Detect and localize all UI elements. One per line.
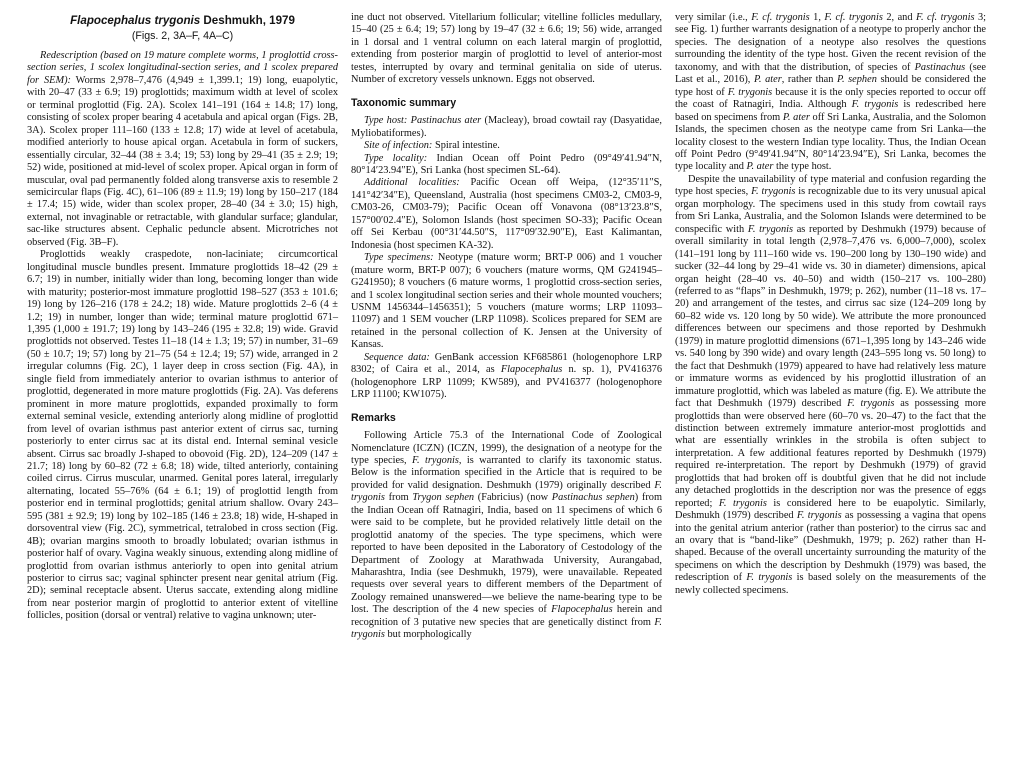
column-middle <box>351 12 662 766</box>
species-name: Flapocephalus trygonis <box>70 14 201 27</box>
type-specimens-paragraph: Type specimens: Neotype (mature worm; BRT-P 006) and 1 voucher (mature worm, BRT-P 007); 6 vouchers (mature worms, QM G241945–G241950); 8 vouchers (6 mature worms, 1 proglottid cross-section series, and 1 scolex longitudinal section series and their whole mounted vouchers; USNM 1456344–1456351); 5 vouchers (mature worms; LRP 11093–11097) and 1 SEM voucher (LRP 11098). Scolices prepared for SEM are retained in the personal collection of K. Jensen at the University of Kansas. <box>351 252 662 351</box>
figure-reference-line: (Figs. 2, 3A–F, 4A–C) <box>131 30 234 42</box>
comparison-paragraph: Despite the unavailability of type material and confusion regarding the type host species, F. trygonis is recognizable due to its very unusual apical organ morphology. The specimens used in this study from cowtail rays from Sri Lanka, Australia, and the Solomon Islands were determined to be conspecific with F. trygonis as reported by Deshmukh (1979) because of overall similarity in total length (2,978–7,476 vs. 6,000–7,000), scolex (141–191 long by 111–160 wide vs. 190–200 long by 130–190 wide) and sucker (32–44 long by 29–41 wide vs. 30 in diameter) dimensions, apical organ height (28–40 vs. 40–50) and width (150–217 vs. 100–280) (referred to as “flaps” in Deshmukh, 1979; p. 262), number (11–18 vs. 17–20) and arrangement of the testes, and cirrus sac size (124–209 long by 60–82 wide vs. 120 long by 50 wide). We attribute the more pronounced differences between our specimens and those reported by Deshmukh (1979) in mature proglottid dimensions (671–1,395 long by 143–246 wide vs. 540 long by 390 wide) and ovary length (243–595 long vs. 50 long) to the fact that Deshmukh (1979) appeared to have had relatively less mature or immature worms as evidenced by his proglottid illustration of an immature proglottid, which was labeled as mature (fig. E). We attribute the fact that Deshmukh (1979) described F. trygonis as possessing more proglottids than were observed here (60–70 vs. 20–47) to the fact that the distinction between extremely immature anterior-most proglottids and what are essentially wrinkles in the strobila is often subject to interpretation. A few additional features reported by Deshmukh (1979) required re-interpretation. The report by Deshmukh (1979) of gravid proglottids that had broken off is doubtful given that he did not include any detached proglottids in the description nor was the presence of eggs reported; F. trygonis is considered here to be euapolytic. Similarly, Deshmukh (1979) described F. trygonis as possessing a vagina that opens into the genital atrium anterior (rather than posterior) to the cirrus sac and an ovary that is “band-like” (Deshmukh, 1979; p. 262) rather than H-shaped. Because of the overall uncertainty surrounding the maturity of the specimens on which the description by Deshmukh (1979) was based, the redescription of F. trygonis is based solely on the measurements of the newly collected specimens. <box>675 173 987 596</box>
redescription-paragraph: Redescription (based on 19 mature complete worms, 1 proglottid cross-section series, 1 scolex longitudinal-section series, and 1 scolex prepared for SEM): Worms 2,978–7,476 (4,949 ± 1,399.1; 19) long, euapolytic, with 20–47 (33 ± 6.9; 19) proglottids; maximum width at level of scolex or terminal proglottid (Fig. 2A). Scolex 141–191 (164 ± 14.8; 17) long, consisting of scolex proper bearing 4 acetabula and apical organ (Figs. 2B, 3A). Scolex proper 111–160 (133 ± 12.8; 17) wide at level of acetabula, modified anteriorly to house apical organ. Acetabula in form of suckers, essentially circular, 32–44 (38 ± 3.4; 19; 53) long by 29–41 (35 ± 2.9; 19; 52) wide, positioned at mid-level of scolex proper. Apical organ in form of muscular, oval pad permanently folded along transverse axis to resemble 2 semicircular flaps (Fig. 4C), 61–106 (89 ± 11.9; 19) long by 150–217 (184 ± 17.4; 15) wide, wider than scolex proper, 28–40 (34 ± 3.0; 15) high, external, not invaginable or retractable, with glandular surface; glandular, sac-like structures absent. Cephalic peduncle absent. Microtriches not observed (Fig. 3B–F). <box>27 50 338 248</box>
proglottid-description-paragraph: Proglottids weakly craspedote, non-laciniate; circumcortical longitudinal muscle bundles present. Immature proglottids 18–42 (29 ± 6.7; 19) in number, initially wider than long, becoming longer than wide with maturity; posterior-most immature proglottid 198–527 (353 ± 101.6; 19) long by 126–216 (178 ± 24.2; 18) wide. Mature proglottids 2–6 (4 ± 1.2; 19) in number, longer than wide; terminal mature proglottid 671–1,395 (1,000 ± 191.7; 19) long by 143–246 (195 ± 32.8; 19) wide. Gravid proglottids not observed. Testes 11–18 (14 ± 1.3; 19; 57) in number, 31–69 (50 ± 10.7; 19; 57) long by 21–75 (54 ± 12.4; 19; 57) wide, arranged in 2 irregular columns (Fig. 2C), 1 layer deep in cross section (Fig. 4A), in single field from immediately anterior to ovarian isthmus to anterior of proglottid, degenerated in more mature proglottids (Fig. 2A). Vas deferens prominent in more mature proglottids, expanded proximally to form external seminal vesicle, extending anteriorly along midline of proglottid from level of ovarian isthmus past anterior extent of cirrus sac, turning posteriorly to enter cirrus sac at its distal end. Internal seminal vesicle absent. Cirrus sac broadly J-shaped to obovoid (Fig. 2D), 124–209 (147 ± 21.7; 18) long by 60–82 (72 ± 6.8; 18) wide, tilted anteriorly, containing coiled cirrus. Cirrus muscular, unarmed. Genital pores lateral, irregularly alternating, located 55–76% (64 ± 6.1; 19) of proglottid length from posterior end in terminal proglottids; genital atrium shallow. Ovary 243–595 (381 ± 92.9; 19) long by 102–185 (146 ± 23.8; 18) wide, H-shaped in dorsoventral view (Fig. 2C), symmetrical, tetralobed in cross section (Fig. 4B); ovarian margins smooth to broadly lobulated; ovarian isthmus in posterior half of ovary. Vagina weakly sinuous, extending along midline of proglottid from ovarian isthmus anteriorly to open into genital atrium posterior to cirrus sac; vaginal sphincter present near genital atrium (Fig. 2D); seminal receptacle absent. Uterus saccate, extending along midline from near posterior margin of proglottid to anterior extent of vitelline follicles, position (dorsal or ventral) relative to vagina unknown; uter- <box>27 249 338 622</box>
type-host-paragraph: Type host: Pastinachus ater (Macleay), broad cowtail ray (Dasyatidae, Myliobatiformes). <box>351 115 662 139</box>
remarks-paragraph: Following Article 75.3 of the International Code of Zoological Nomenclature (ICZN) (ICZN, 1999), the designation of a neotype for the type species, F. trygonis, is warranted to clarify its taxonomic status. Below is the information specified in the Article that is required to be provided for valid designation. Deshmukh (1979) originally described F. trygonis from Trygon sephen (Fabricius) (now Pastinachus sephen) from the Indian Ocean off Ratnagiri, India, based on 11 specimens of which 6 were said to be complete, but he provided relatively little detail on the proglottid anatomy of the species. The type specimens, which were reported to have been deposited in the Laboratory of Cestodology of the Department of Zoology at Marathwada University, Aurangabad, Maharashtra, India (see Deshmukh, 1979), were unavailable. Repeated requests over several years to different members of the Department of Zoology remained unanswered—we believe the name-bearing type to be lost. The description of the 4 new species of Flapocephalus herein and recognition of 3 putative new species that are genetically distinct from F. trygonis but morphologically <box>351 430 663 641</box>
taxonomic-summary-heading: Taxonomic summary <box>351 96 457 109</box>
species-title <box>27 14 338 28</box>
remarks-heading: Remarks <box>351 411 396 424</box>
additional-localities-paragraph: Additional localities: Pacific Ocean off Weipa, (12°35′11″S, 141°42′34″E), Queensland, Australia (host specimens CM03-2, CM03-9, CM03-26, CM03-79); Pacific Ocean off Vonavona (08°13′23.8″S, 157°00′02.4″E), Solomon Islands (host specimen SO-33); Pacific Ocean off Sei Kerbau (00°31′44.50″S, 117°09′32.90″E), East Kalimantan, Indonesia (host specimen KA-32). <box>351 177 662 251</box>
continuation-paragraph: ine duct not observed. Vitellarium follicular; vitelline follicles medullary, 15–40 (25 ± 6.4; 19; 57) long by 19–47 (32 ± 6.6; 19; 56) wide, arranged in 1 dorsal and 1 ventral column on each lateral margin of proglottid, extending from posterior margin of proglottid to level of anterior-most testes, interrupted by ovary and terminal genitalia on side of uterus. Number of excretory vessels unknown. Eggs not observed. <box>351 12 662 86</box>
column-right <box>675 12 986 766</box>
type-locality-paragraph: Type locality: Indian Ocean off Point Pedro (09°49′41.94″N, 80°14′23.94″E), Sri Lanka (host specimen SL-64). <box>351 152 663 176</box>
species-authority: Deshmukh, 1979 <box>200 14 295 27</box>
species-title-block <box>27 14 338 43</box>
column-left <box>27 12 338 766</box>
site-of-infection-paragraph: Site of infection: Spiral intestine. <box>364 140 500 152</box>
neotype-discussion-paragraph: very similar (i.e., F. cf. trygonis 1, F. cf. trygonis 2, and F. cf. trygonis 3; see Fig. 1) further warrants designation of a neotype to properly anchor the species. The designation of a neotype also resolves the questions surrounding the identity of the type host. Given the recent revision of the taxonomy, and with that the distribution, of species of Pastinachus (see Last et al., 2016), P. ater, rather than P. sephen should be considered the type host of F. trygonis because it is the only species reported to occur off the coast of Ratnagiri, India. Although F. trygonis is redescribed here based on specimens from P. ater off Sri Lanka, Australia, and the Solomon Islands, the specimen chosen as the neotype came from Sri Lanka—the locality closest to the western Indian type locality. Thus, the Indian Ocean off Point Pedro (9°49′41.94″N, 80°14′23.94″E), Sri Lanka, becomes the type locality and P. ater the type host. <box>675 12 987 173</box>
sequence-data-paragraph: Sequence data: GenBank accession KF685861 (hologenophore LRP 8302; of Caira et al., 2014, as Flapocephalus n. sp. 1), PV416376 (hologenophore LRP 11099; KW589), and PV416377 (hologenophore LRP 11100; KW1075). <box>351 351 663 401</box>
